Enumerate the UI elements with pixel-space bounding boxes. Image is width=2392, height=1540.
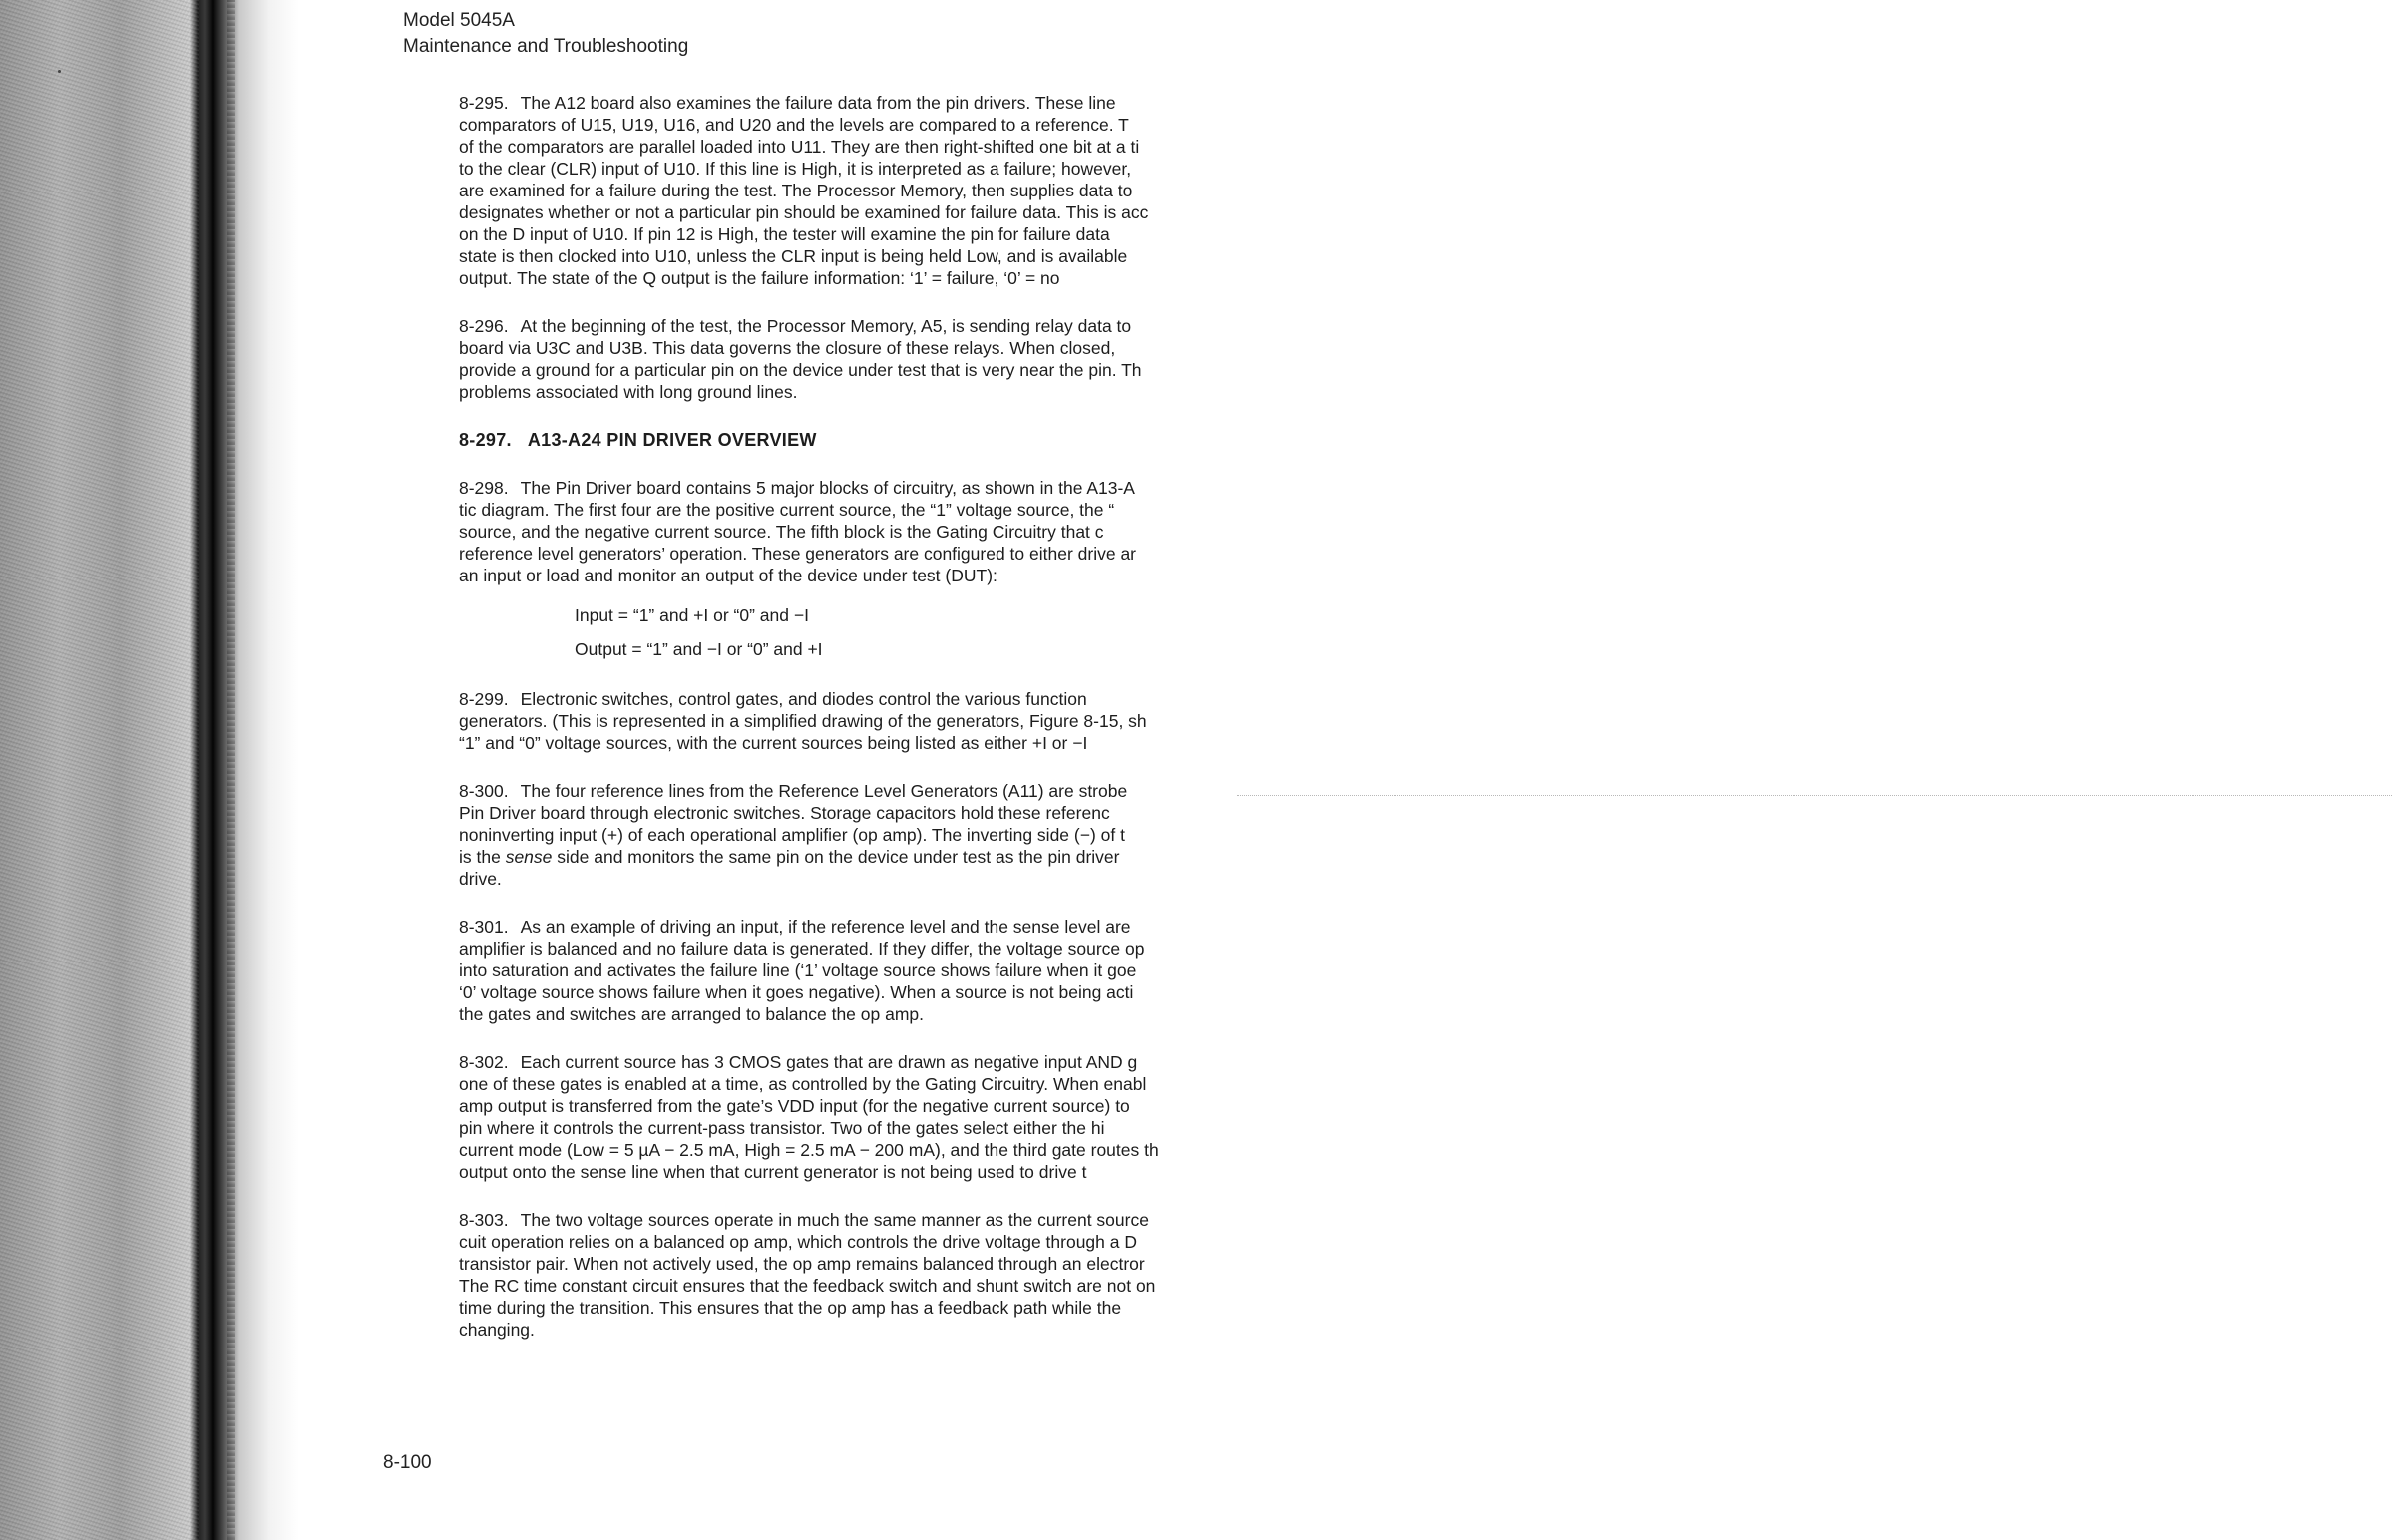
paragraph-text: tic diagram. The first four are the positive current source, the “1” voltage source, the “	[459, 500, 1115, 520]
paragraph-text: The two voltage sources operate in much the same manner as the current source	[520, 1210, 1149, 1230]
paragraph-text: The A12 board also examines the failure data from the pin drivers. These line	[520, 93, 1116, 113]
paragraph-line	[459, 92, 1237, 114]
paragraph-line	[459, 315, 1237, 337]
paragraph-text: problems associated with long ground lines.	[459, 382, 798, 402]
paragraph-text: provide a ground for a particular pin on the device under test that is very near the pin. Th	[459, 360, 1142, 380]
paragraph-number: 8-300.	[459, 781, 509, 801]
section-title: A13-A24 PIN DRIVER OVERVIEW	[527, 430, 817, 450]
paragraph-line	[459, 1319, 1237, 1341]
page-number: 8-100	[383, 1452, 432, 1473]
paragraph-line	[459, 180, 1237, 201]
paragraph-text: amp output is transferred from the gate’s VDD input (for the negative current source) to	[459, 1096, 1130, 1116]
running-header	[403, 8, 688, 60]
paragraph-line	[459, 916, 1237, 938]
page-body	[459, 92, 1237, 1366]
paragraph-text: transistor pair. When not actively used, the op amp remains balanced through an electror	[459, 1254, 1145, 1274]
equation-output: Output = “1” and −I or “0” and +I	[575, 639, 823, 659]
paragraph-line	[459, 359, 1237, 381]
paragraph-text: generators. (This is represented in a simplified drawing of the generators, Figure 8-15, sh	[459, 711, 1147, 731]
section-number: 8-297.	[459, 430, 512, 450]
paragraph	[459, 477, 1237, 586]
paragraph-text: output onto the sense line when that current generator is not being used to drive t	[459, 1162, 1087, 1182]
scan-artifact-line	[1237, 795, 2392, 796]
book-binding-shadow	[0, 0, 299, 1540]
paragraph-line	[459, 201, 1237, 223]
paragraph-number: 8-302.	[459, 1052, 509, 1072]
paragraph-text: changing.	[459, 1320, 535, 1340]
paragraph-text: one of these gates is enabled at a time, as controlled by the Gating Circuitry. When enabl	[459, 1074, 1147, 1094]
paragraph-text: to the clear (CLR) input of U10. If this line is High, it is interpreted as a failure; however,	[459, 159, 1132, 179]
paragraph-line	[459, 1231, 1237, 1253]
paragraph-text: The RC time constant circuit ensures that the feedback switch and shunt switch are not on	[459, 1276, 1156, 1296]
paragraph-text: board via U3C and U3B. This data governs the closure of these relays. When closed,	[459, 338, 1116, 358]
paragraph-line	[459, 1117, 1237, 1139]
paragraph-number: 8-303.	[459, 1210, 509, 1230]
paragraph-line	[459, 780, 1237, 802]
equation-input: Input = “1” and +I or “0” and −I	[575, 605, 809, 625]
paragraph-text: “1” and “0” voltage sources, with the current sources being listed as either +I or −I	[459, 733, 1088, 753]
paragraph-line	[459, 1003, 1237, 1025]
paragraph-number: 8-299.	[459, 689, 509, 709]
paragraph	[459, 1209, 1237, 1341]
paragraph-number: 8-295.	[459, 93, 509, 113]
paragraph-text: of the comparators are parallel loaded into U11. They are then right-shifted one bit at a ti	[459, 137, 1140, 157]
paragraph-text: As an example of driving an input, if the reference level and the sense level are	[520, 917, 1131, 937]
paragraph-line	[459, 1095, 1237, 1117]
paragraph-text: current mode (Low = 5 µA − 2.5 mA, High = 2.5 mA − 200 mA), and the third gate routes th	[459, 1140, 1159, 1160]
paragraph-text: amplifier is balanced and no failure data is generated. If they differ, the voltage source op	[459, 939, 1145, 959]
paragraph-line	[459, 267, 1237, 289]
paragraph-text: comparators of U15, U19, U16, and U20 and the levels are compared to a reference. T	[459, 115, 1129, 135]
paragraph-text: ‘0’ voltage source shows failure when it goes negative). When a source is not being acti	[459, 982, 1134, 1002]
section-heading	[459, 429, 1237, 451]
paragraph-line	[459, 245, 1237, 267]
paragraph-text: reference level generators’ operation. These generators are configured to either drive ar	[459, 544, 1137, 564]
paragraph-line	[459, 868, 1237, 890]
paragraph-text: At the beginning of the test, the Processor Memory, A5, is sending relay data to	[520, 316, 1132, 336]
paragraph-line	[459, 960, 1237, 981]
paragraph-text: cuit operation relies on a balanced op amp, which controls the drive voltage through a D	[459, 1232, 1137, 1252]
paragraph-line	[459, 1139, 1237, 1161]
paragraph-number: 8-301.	[459, 917, 509, 937]
paragraph-line	[459, 710, 1237, 732]
paragraph-line	[459, 114, 1237, 136]
paragraph-line	[459, 499, 1237, 521]
paragraph-line	[459, 158, 1237, 180]
paragraph-text: is the sense side and monitors the same pin on the device under test as the pin driver	[459, 847, 1120, 867]
paragraph-line	[459, 846, 1237, 868]
paragraph-text: output. The state of the Q output is the failure information: ‘1’ = failure, ‘0’ = no	[459, 268, 1060, 288]
scanned-page	[299, 0, 1237, 1540]
paragraph	[459, 315, 1237, 403]
paragraph-line	[459, 732, 1237, 754]
paragraph-line	[459, 1073, 1237, 1095]
paragraph-text: Each current source has 3 CMOS gates that are drawn as negative input AND g	[520, 1052, 1138, 1072]
paragraph	[459, 1051, 1237, 1183]
paragraph	[459, 916, 1237, 1025]
paragraph-text: are examined for a failure during the test. The Processor Memory, then supplies data to	[459, 181, 1133, 200]
paragraph-line	[459, 223, 1237, 245]
paragraph-text: pin where it controls the current-pass transistor. Two of the gates select either the hi	[459, 1118, 1105, 1138]
paragraph-line	[459, 1051, 1237, 1073]
paragraph-text: the gates and switches are arranged to balance the op amp.	[459, 1004, 924, 1024]
paragraph-line	[459, 938, 1237, 960]
paragraph-line	[459, 688, 1237, 710]
paragraph-text: Electronic switches, control gates, and diodes control the various function	[520, 689, 1087, 709]
paragraph-line	[459, 565, 1237, 586]
paragraph-line	[459, 1253, 1237, 1275]
equations	[459, 598, 1237, 666]
header-model: Model 5045A	[403, 10, 515, 31]
header-section: Maintenance and Troubleshooting	[403, 36, 689, 57]
paragraph-text: on the D input of U10. If pin 12 is High, the tester will examine the pin for failure data	[459, 224, 1110, 244]
paragraph-line	[459, 981, 1237, 1003]
paragraph-text: drive.	[459, 869, 502, 889]
scan-speck	[58, 70, 61, 73]
paragraph-line	[459, 337, 1237, 359]
paragraph-text: The Pin Driver board contains 5 major blocks of circuitry, as shown in the A13-A	[520, 478, 1135, 498]
paragraph-text: noninverting input (+) of each operational amplifier (op amp). The inverting side (−) of t	[459, 825, 1125, 845]
paragraph-line	[459, 477, 1237, 499]
paragraph-text: into saturation and activates the failure line (‘1’ voltage source shows failure when it goe	[459, 961, 1137, 980]
paragraph-line	[459, 802, 1237, 824]
paragraph	[459, 780, 1237, 890]
paragraph-line	[459, 1297, 1237, 1319]
paragraph-text: The four reference lines from the Reference Level Generators (A11) are strobe	[520, 781, 1128, 801]
paragraph-text: designates whether or not a particular pin should be examined for failure data. This is acc	[459, 202, 1149, 222]
paragraph-text: state is then clocked into U10, unless the CLR input is being held Low, and is available	[459, 246, 1128, 266]
paragraph-text: Pin Driver board through electronic switches. Storage capacitors hold these referenc	[459, 803, 1110, 823]
paragraph-line	[459, 521, 1237, 543]
paragraph-line	[459, 381, 1237, 403]
paragraph-number: 8-298.	[459, 478, 509, 498]
paragraph	[459, 92, 1237, 289]
paragraph-text: source, and the negative current source. The fifth block is the Gating Circuitry that c	[459, 522, 1104, 542]
paragraph-line	[459, 1161, 1237, 1183]
paragraph	[459, 688, 1237, 754]
paragraph-line	[459, 824, 1237, 846]
paragraph-line	[459, 543, 1237, 565]
paragraph-number: 8-296.	[459, 316, 509, 336]
paragraph-text: time during the transition. This ensures that the op amp has a feedback path while the	[459, 1298, 1122, 1318]
paragraph-line	[459, 1275, 1237, 1297]
paragraph-line	[459, 1209, 1237, 1231]
paragraph-text: an input or load and monitor an output of the device under test (DUT):	[459, 566, 997, 585]
paragraph-line	[459, 136, 1237, 158]
